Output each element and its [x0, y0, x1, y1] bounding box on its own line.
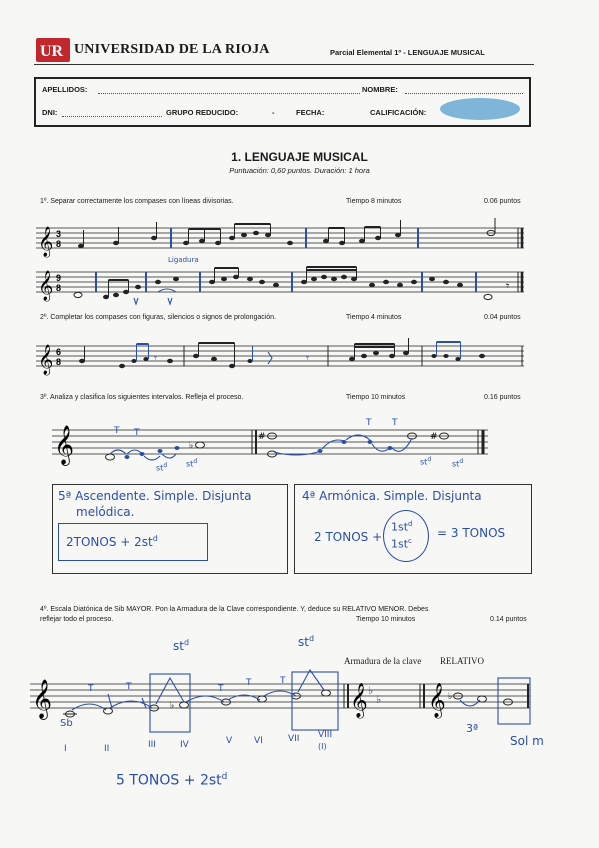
svg-text:♭: ♭ — [376, 693, 382, 706]
q4-degree-8-sub: (I) — [318, 742, 327, 751]
fecha-label: FECHA: — [296, 108, 325, 117]
q4-scale-notes — [63, 690, 331, 717]
svg-text:𝄾: 𝄾 — [506, 279, 510, 293]
q3-calc-left: 2TONOS + $2st^d$ — [66, 534, 158, 549]
q3-tone-mark-3: T — [366, 418, 372, 428]
q3-answer-right-line1: 4ª Armónica. Simple. Disjunta — [302, 489, 482, 503]
svg-text:#: # — [430, 432, 438, 442]
svg-text:6: 6 — [56, 347, 62, 357]
staff-lines — [36, 228, 524, 248]
q4-st-right: $st^d$ — [298, 634, 315, 649]
svg-text:9: 9 — [56, 273, 62, 283]
q4-tone-5: T — [280, 676, 286, 686]
svg-text:♭: ♭ — [368, 684, 374, 697]
q3-calc-right: 2 TONOS + — [314, 530, 383, 544]
svg-text:♭: ♭ — [448, 692, 453, 702]
q3-circle — [383, 510, 429, 562]
svg-text:♭: ♭ — [170, 701, 175, 711]
treble-clef-icon: 𝄞 — [38, 271, 54, 301]
q1-staff-1 — [36, 222, 526, 258]
q2-text: 2º. Completar los compases con figuras, silencios o signos de prolongación. — [40, 314, 277, 321]
q3-semitone-4: $st^d$ — [452, 458, 464, 469]
q4-points: 0.14 puntos — [490, 616, 527, 623]
section-subtitle: Puntuación: 0,60 puntos. Duración: 1 hora — [229, 166, 370, 175]
q4-degree-6: VI — [254, 736, 263, 746]
q1-points: 0.06 puntos — [484, 198, 521, 205]
svg-text:♭: ♭ — [189, 441, 194, 451]
svg-text:8: 8 — [56, 357, 62, 367]
q1-ligadura-note: Ligadura — [168, 256, 199, 264]
q3-tone-mark-4: T — [392, 418, 398, 428]
q4-ink-marks — [72, 670, 338, 732]
q3-semitone-1: $st^d$ — [156, 462, 168, 473]
svg-text:𝄾: 𝄾 — [154, 352, 157, 365]
relativo-label: RELATIVO — [440, 656, 484, 666]
armadura-staff — [350, 683, 424, 719]
q2-points: 0.04 puntos — [484, 314, 521, 321]
treble-clef-icon: 𝄞 — [38, 227, 54, 257]
q3-time: Tiempo 10 minutos — [346, 394, 406, 401]
q3-circle-bottom: $1st^c$ — [391, 537, 412, 551]
dni-field[interactable] — [62, 108, 162, 117]
university-logo — [36, 38, 70, 62]
university-name: UNIVERSIDAD DE LA RIOJA — [74, 42, 270, 57]
q3-answer-left-line2: melódica. — [76, 505, 135, 519]
treble-clef-icon: 𝄞 — [32, 679, 53, 719]
nombre-field[interactable] — [405, 85, 523, 94]
q4-text-line1: 4º. Escala Diatónica de Sib MAYOR. Pon la Armadura de la Clave correspondiente. Y, deduce su RELATIVO MENOR. Debes — [40, 606, 429, 613]
q4-degree-2: II — [104, 744, 110, 754]
staff-lines — [30, 684, 530, 708]
q4-degree-3: III — [148, 740, 156, 750]
section-title: 1. LENGUAJE MUSICAL — [231, 150, 368, 164]
q4-degree-8: VIII — [318, 730, 333, 740]
q4-tone-3: T — [218, 684, 224, 694]
q3-points: 0.16 puntos — [484, 394, 521, 401]
q3-result-right: = 3 TONOS — [437, 526, 506, 540]
q3-text: 3º. Analiza y clasifica los siguientes intervalos. Refleja el proceso. — [40, 394, 244, 401]
q4-degree-1: I — [64, 744, 67, 754]
calificacion-label: CALIFICACIÓN: — [370, 108, 427, 117]
treble-clef-icon: 𝄞 — [428, 683, 446, 718]
staff-lines — [36, 346, 524, 366]
q1-text: 1º. Separar correctamente los compases con líneas divisorias. — [40, 198, 234, 205]
q4-st-left: $st^d$ — [173, 638, 190, 653]
q4-time: Tiempo 10 minutos — [356, 616, 416, 623]
grade-field[interactable] — [440, 98, 520, 120]
q3-answer-left-line1: 5ª Ascendente. Simple. Disjunta — [58, 489, 252, 503]
q4-total: 5 TONOS + $2st^d$ — [116, 772, 228, 789]
q3-tone-mark-1: T — [114, 426, 120, 436]
apellidos-label: APELLIDOS: — [42, 85, 88, 94]
svg-text:UR: UR — [40, 43, 64, 60]
q2-staff — [36, 340, 526, 376]
q4-degree-7: VII — [288, 734, 300, 744]
treble-clef-icon: 𝄞 — [350, 683, 368, 718]
dni-label: DNI: — [42, 108, 58, 117]
q4-rel-interval: 3ª — [466, 722, 479, 735]
treble-clef-icon: 𝄞 — [54, 425, 75, 465]
apellidos-field[interactable] — [98, 85, 360, 94]
grupo-value: - — [272, 108, 275, 117]
q4-rel-label: Sol m — [510, 734, 544, 748]
q4-tone-2: T — [126, 682, 132, 692]
svg-text:#: # — [258, 432, 266, 442]
q4-degree-5: V — [226, 736, 233, 746]
q4-first-note: Sb — [60, 718, 73, 729]
q4-degree-4: IV — [180, 740, 189, 750]
q3-circle-top: $1st^d$ — [391, 520, 413, 534]
time-sig-bottom: 8 — [56, 239, 62, 249]
time-sig-top: 3 — [56, 229, 62, 239]
q1-staff-2 — [36, 266, 526, 306]
staff-lines — [36, 272, 524, 292]
q3-semitone-2: $st^d$ — [186, 458, 198, 469]
q3-tone-mark-2: T — [134, 428, 140, 438]
q4-tone-1: T — [88, 684, 94, 694]
header-divider — [34, 64, 534, 65]
treble-clef-icon: 𝄞 — [38, 345, 54, 375]
exam-title: Parcial Elemental 1º - LENGUAJE MUSICAL — [330, 48, 485, 57]
nombre-label: NOMBRE: — [362, 85, 398, 94]
svg-text:8: 8 — [56, 283, 62, 293]
armadura-label: Armadura de la clave — [344, 656, 422, 666]
q3-semitone-3: $st^d$ — [420, 456, 432, 467]
q2-time: Tiempo 4 minutos — [346, 314, 402, 321]
relativo-staff — [428, 678, 530, 724]
q2-notes — [79, 338, 485, 368]
grupo-label: GRUPO REDUCIDO: — [166, 108, 239, 117]
q1-time: Tiempo 8 minutos — [346, 198, 402, 205]
q4-text-line2: reflejar todo el proceso. — [40, 616, 114, 623]
svg-text:𝄾: 𝄾 — [306, 352, 309, 365]
q4-tone-4: T — [246, 678, 252, 688]
